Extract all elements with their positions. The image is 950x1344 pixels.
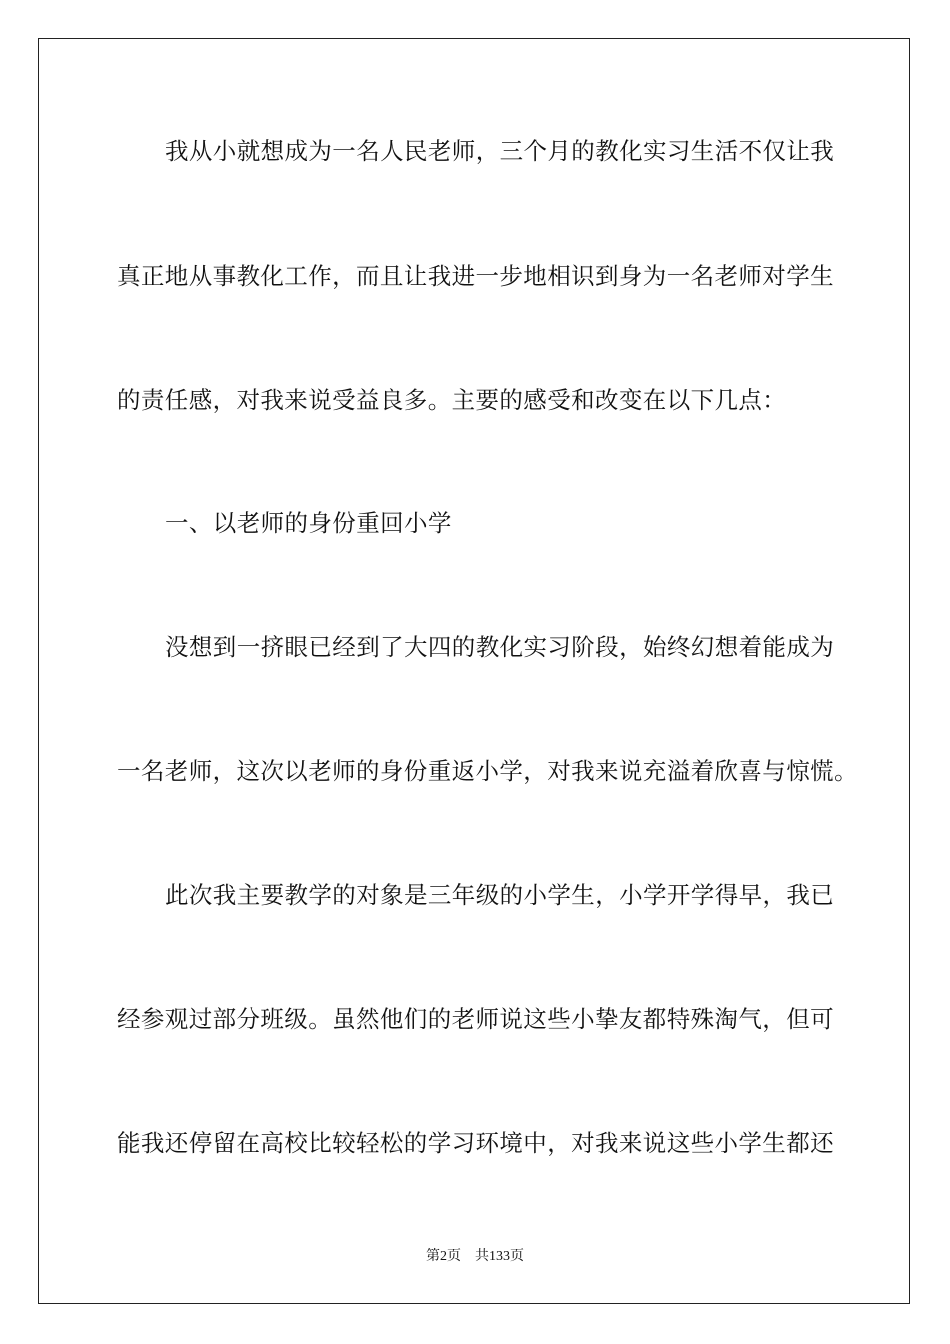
paragraph-line-2: 真正地从事教化工作，而且让我进一步地相识到身为一名老师对学生: [117, 262, 834, 290]
page-footer: [0, 1248, 950, 1266]
paragraph-line-9: 能我还停留在高校比较轻松的学习环境中，对我来说这些小学生都还: [117, 1129, 834, 1157]
paragraph-line-6: 一名老师，这次以老师的身份重返小学，对我来说充溢着欣喜与惊慌。: [117, 757, 858, 785]
section-heading: 一、以老师的身份重回小学: [165, 509, 452, 537]
paragraph-line-3: 的责任感，对我来说受益良多。主要的感受和改变在以下几点：: [117, 386, 787, 414]
paragraph-line-7: 此次我主要教学的对象是三年级的小学生，小学开学得早，我已: [165, 881, 835, 909]
page-number: 第2页: [426, 1249, 461, 1264]
paragraph-line-1: 我从小就想成为一名人民老师，三个月的教化实习生活不仅让我: [165, 137, 835, 165]
paragraph-line-8: 经参观过部分班级。虽然他们的老师说这些小挚友都特殊淘气，但可: [117, 1005, 834, 1033]
page-total: 共133页: [475, 1249, 524, 1264]
paragraph-line-5: 没想到一挤眼已经到了大四的教化实习阶段，始终幻想着能成为: [165, 633, 835, 661]
page-border: [38, 38, 910, 1304]
